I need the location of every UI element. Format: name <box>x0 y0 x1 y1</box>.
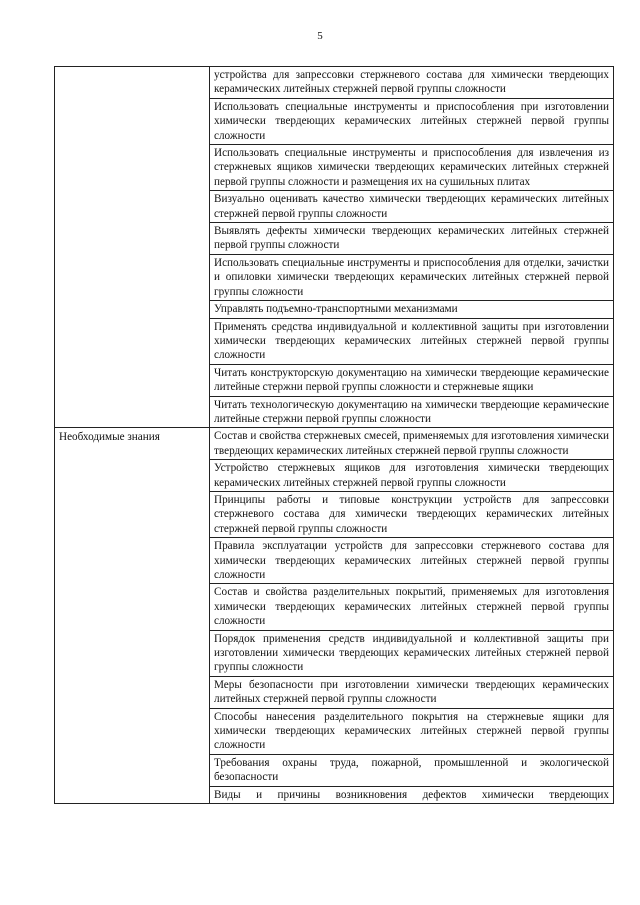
skill-cell: Выявлять дефекты химически твердеющих керамических литейных стержней первой группы сложности <box>210 223 614 255</box>
knowledge-cell: Принципы работы и типовые конструкции устройств для запрессовки стержневого состава для химически твердеющих керамических литейных стержней первой группы сложности <box>210 491 614 537</box>
table-row <box>55 428 614 460</box>
knowledge-cell: Состав и свойства стержневых смесей, применяемых для изготовления химически твердеющих керамических литейных стержней первой группы сложности <box>210 428 614 460</box>
table-row <box>55 67 614 99</box>
skill-cell: Применять средства индивидуальной и коллективной защиты при изготовлении химически твердеющих керамических литейных стержней первой группы сложности <box>210 318 614 364</box>
row-label-cell <box>55 428 210 804</box>
knowledge-cell: Способы нанесения разделительного покрытия на стержневые ящики для химически твердеющих керамических литейных стержней первой группы сложности <box>210 708 614 754</box>
skill-cell: Использовать специальные инструменты и приспособления для отделки, зачистки и опиловки химически твердеющих керамических литейных стержней первой группы сложности <box>210 254 614 300</box>
knowledge-cell: Порядок применения средств индивидуальной и коллективной защиты при изготовлении химически твердеющих керамических литейных стержней первой группы сложности <box>210 630 614 676</box>
skill-cell: Использовать специальные инструменты и приспособления для извлечения из стержневых ящиков химически твердеющих керамических литейных стержней первой группы сложности и размещения их на сушильных плитах <box>210 145 614 191</box>
competency-table <box>54 66 614 804</box>
page-number: 5 <box>317 30 323 42</box>
knowledge-cell: Меры безопасности при изготовлении химически твердеющих керамических литейных стержней первой группы сложности <box>210 676 614 708</box>
row-label-cell <box>55 67 210 428</box>
skill-cell: Читать конструкторскую документацию на химически твердеющие керамические литейные стержни первой группы сложности и стержневые ящики <box>210 364 614 396</box>
skill-cell: Читать технологическую документацию на химически твердеющие керамические литейные стержни первой группы сложности <box>210 396 614 428</box>
skill-cell: Управлять подъемно-транспортными механизмами <box>210 301 614 318</box>
skill-cell: Визуально оценивать качество химически твердеющих керамических литейных стержней первой группы сложности <box>210 191 614 223</box>
skill-cell: Использовать специальные инструменты и приспособления при изготовлении химически твердеющих керамических литейных стержней первой группы сложности <box>210 98 614 144</box>
knowledge-cell: Состав и свойства разделительных покрытий, применяемых для изготовления химически твердеющих керамических литейных стержней первой группы сложности <box>210 584 614 630</box>
knowledge-cell: Правила эксплуатации устройств для запрессовки стержневого состава для химически твердеющих керамических литейных стержней первой группы сложности <box>210 538 614 584</box>
knowledge-cell: Виды и причины возникновения дефектов химически твердеющих <box>210 786 614 803</box>
knowledge-cell: Устройство стержневых ящиков для изготовления химически твердеющих керамических литейных стержней первой группы сложности <box>210 460 614 492</box>
knowledge-cell: Требования охраны труда, пожарной, промышленной и экологической безопасности <box>210 754 614 786</box>
skill-cell: устройства для запрессовки стержневого состава для химически твердеющих керамических литейных стержней первой группы сложности <box>210 67 614 99</box>
row-label-knowledge: Необходимые знания <box>59 431 160 444</box>
